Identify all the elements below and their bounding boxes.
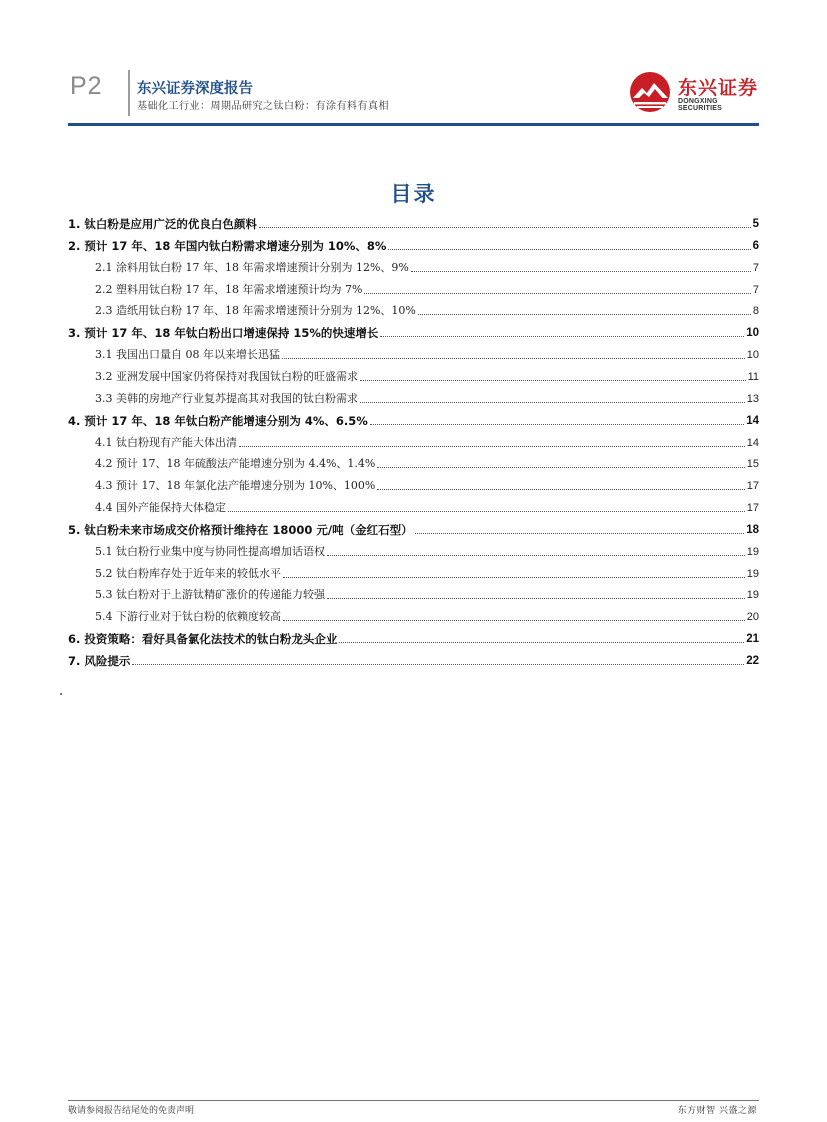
toc-entry-title: 5. 钛白粉未来市场成交价格预计维持在 18000 元/吨（金红石型）	[68, 522, 413, 537]
toc-entry-title: 2.2 塑料用钛白粉 17 年、18 年需求增速预计均为 7%	[95, 282, 363, 296]
toc-leader-dots	[411, 271, 751, 272]
toc-subsection-entry[interactable]	[68, 279, 759, 297]
toc-subsection-entry[interactable]	[68, 563, 759, 581]
toc-page-number: 19	[746, 567, 759, 580]
toc-subsection-entry[interactable]	[68, 584, 759, 602]
toc-entry-title: 2.1 涂料用钛白粉 17 年、18 年需求增速预计分别为 12%、9%	[95, 260, 409, 274]
company-slogan: 东方财智 兴盛之源	[677, 1106, 757, 1116]
toc-leader-dots	[283, 577, 745, 578]
toc-subsection-entry[interactable]	[68, 344, 759, 362]
toc-subsection-entry[interactable]	[68, 432, 759, 450]
toc-page-number: 6	[752, 239, 759, 252]
toc-page-number: 19	[746, 545, 759, 558]
toc-leader-dots	[239, 446, 745, 447]
report-title: 东兴证券深度报告	[137, 81, 253, 97]
toc-section-entry[interactable]	[68, 628, 759, 646]
header-divider	[128, 70, 130, 116]
toc-entry-title: 4.3 预计 17、18 年氯化法产能增速分别为 10%、100%	[95, 479, 376, 493]
toc-entry-title: 4. 预计 17 年、18 年钛白粉产能增速分别为 4%、6.5%	[68, 413, 368, 428]
toc-leader-dots	[370, 424, 744, 425]
toc-leader-dots	[259, 227, 751, 228]
page-header	[0, 0, 827, 130]
toc-page-number: 14	[746, 436, 759, 449]
toc-page-number: 21	[746, 633, 759, 646]
company-logo	[628, 70, 758, 114]
toc-page-number: 5	[752, 218, 759, 230]
toc-subsection-entry[interactable]	[68, 388, 759, 406]
logo-text-cn: 东兴证券	[678, 77, 759, 99]
toc-entry-title: 5.2 钛白粉库存处于近年来的较低水平	[95, 566, 281, 580]
toc-subsection-entry[interactable]	[68, 475, 759, 493]
toc-leader-dots	[418, 314, 751, 315]
report-subtitle: 基础化工行业：周期品研究之钛白粉：有涂有料有真相	[137, 101, 389, 112]
toc-page-number: 17	[746, 502, 759, 515]
toc-title: 目录	[390, 182, 437, 206]
toc-entry-title: 5.1 钛白粉行业集中度与协同性提高增加话语权	[95, 544, 325, 558]
toc-subsection-entry[interactable]	[68, 453, 759, 471]
toc-page-number: 20	[746, 611, 759, 624]
toc-page-number: 18	[746, 523, 759, 536]
toc-page-number: 7	[752, 261, 759, 274]
toc-entry-title: 3. 预计 17 年、18 年钛白粉出口增速保持 15%的快速增长	[68, 326, 379, 341]
toc-leader-dots	[360, 402, 745, 403]
toc-subsection-entry[interactable]	[68, 257, 759, 275]
toc-page-number: 14	[746, 414, 759, 427]
toc-entry-title: 4.2 预计 17、18 年硫酸法产能增速分别为 4.4%、1.4%	[95, 457, 376, 471]
toc-entry-title: 4.1 钛白粉现有产能大体出清	[95, 435, 237, 449]
toc-leader-dots	[377, 489, 744, 490]
toc-leader-dots	[360, 380, 746, 381]
toc-leader-dots	[282, 358, 745, 359]
toc-leader-dots	[377, 467, 744, 468]
toc-entry-title: 3.2 亚洲发展中国家仍将保持对我国钛白粉的旺盛需求	[95, 369, 358, 383]
toc-subsection-entry[interactable]	[68, 541, 759, 559]
toc-page-number: 15	[746, 458, 759, 471]
toc-leader-dots	[339, 642, 744, 643]
toc-section-entry[interactable]	[68, 213, 759, 231]
toc-page-number: 22	[746, 655, 759, 667]
toc-entry-title: 4.4 国外产能保持大体稳定	[95, 501, 226, 515]
toc-subsection-entry[interactable]	[68, 366, 759, 384]
toc-page-number: 10	[746, 327, 759, 340]
toc-page-number: 8	[752, 305, 759, 318]
disclaimer-note: 敬请参阅报告结尾处的免责声明	[68, 1106, 195, 1116]
stray-mark	[60, 693, 62, 695]
logo-emblem-icon	[628, 70, 674, 114]
toc-leader-dots	[388, 249, 750, 250]
toc-entry-title: 2.3 造纸用钛白粉 17 年、18 年需求增速预计分别为 12%、10%	[95, 304, 416, 318]
toc-leader-dots	[327, 598, 745, 599]
toc-page-number: 10	[746, 349, 759, 362]
toc-page-number: 7	[752, 283, 759, 296]
toc-subsection-entry[interactable]	[68, 497, 759, 515]
toc-entry-title: 3.3 美韩的房地产行业复苏提高其对我国的钛白粉需求	[95, 391, 358, 405]
toc-section-entry[interactable]	[68, 322, 759, 340]
toc-leader-dots	[283, 620, 745, 621]
toc-leader-dots	[132, 664, 744, 665]
toc-subsection-entry[interactable]	[68, 606, 759, 624]
toc-section-entry[interactable]	[68, 650, 759, 668]
toc-leader-dots	[364, 293, 750, 294]
toc-entry-title: 1. 钛白粉是应用广泛的优良白色颜料	[68, 217, 257, 231]
toc-entry-title: 2. 预计 17 年、18 年国内钛白粉需求增速分别为 10%、8%	[68, 238, 387, 253]
footer-rule	[68, 1100, 759, 1101]
toc-entry-title: 5.4 下游行业对于钛白粉的依赖度较高	[95, 610, 281, 624]
toc-entry-title: 5.3 钛白粉对于上游钛精矿涨价的传递能力较强	[95, 588, 325, 602]
toc-page-number: 17	[746, 480, 759, 493]
toc-entry-title: 6. 投资策略：看好具备氯化法技术的钛白粉龙头企业	[68, 632, 338, 647]
toc-leader-dots	[380, 336, 744, 337]
header-rule	[68, 123, 759, 126]
toc-section-entry[interactable]	[68, 235, 759, 253]
toc-entry-title: 3.1 我国出口量自 08 年以来增长迅猛	[95, 348, 280, 362]
toc-subsection-entry[interactable]	[68, 300, 759, 318]
page-number: P2	[70, 72, 103, 100]
toc-entry-title: 7. 风险提示	[68, 654, 131, 668]
toc-page-number: 13	[746, 392, 759, 405]
toc-section-entry[interactable]	[68, 519, 759, 537]
logo-text-en: DONGXING SECURITIES	[678, 98, 723, 112]
toc-section-entry[interactable]	[68, 410, 759, 428]
toc-page-number: 19	[746, 589, 759, 602]
toc-leader-dots	[327, 555, 745, 556]
toc-leader-dots	[415, 533, 745, 534]
toc-leader-dots	[228, 511, 745, 512]
toc-page-number: 11	[747, 370, 759, 383]
